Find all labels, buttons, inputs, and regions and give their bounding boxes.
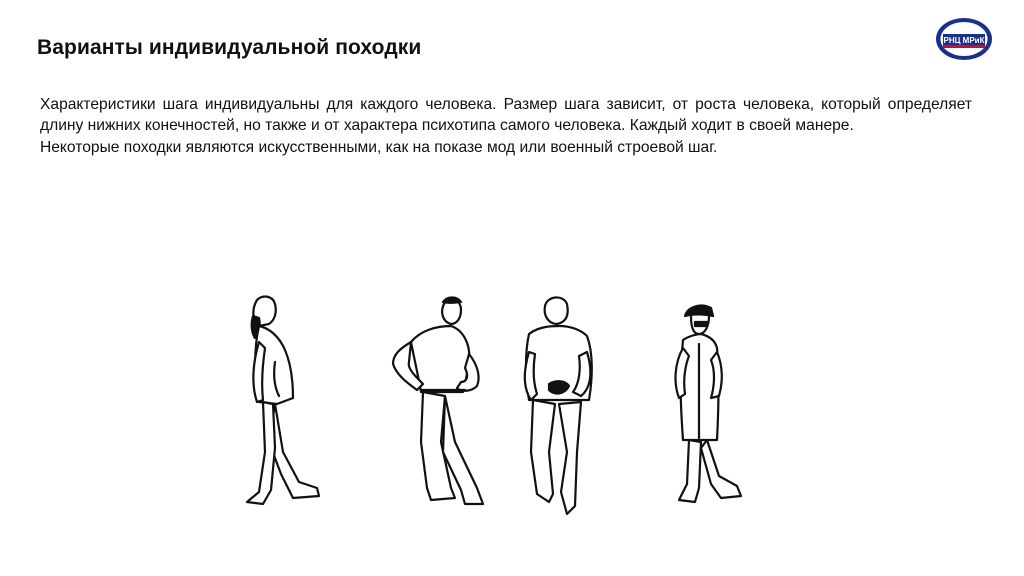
hunched-walking-man-icon	[229, 292, 325, 524]
paragraph-gait-characteristics: Характеристики шага индивидуальны для каждого человека. Размер шага зависит, от роста человека, который определяет длину нижних конечностей, но также и от характера психотипа самого человека. Каждый ходит в своей манере.	[40, 96, 972, 135]
emblem-text: РНЦ МРиК	[943, 36, 985, 45]
upright-walking-man-in-cap-icon	[653, 292, 749, 524]
paragraph-artificial-gaits: Некоторые походки являются искусственными, как на показе мод или военный строевой шаг.	[40, 138, 718, 156]
slide-title: Варианты индивидуальной походки	[37, 36, 422, 59]
organization-emblem-icon	[934, 16, 994, 62]
hands-behind-back-walking-man-icon	[515, 292, 599, 524]
gait-illustrations	[225, 292, 755, 524]
body-text	[40, 94, 972, 158]
hands-on-hips-walking-man-icon	[381, 292, 493, 524]
